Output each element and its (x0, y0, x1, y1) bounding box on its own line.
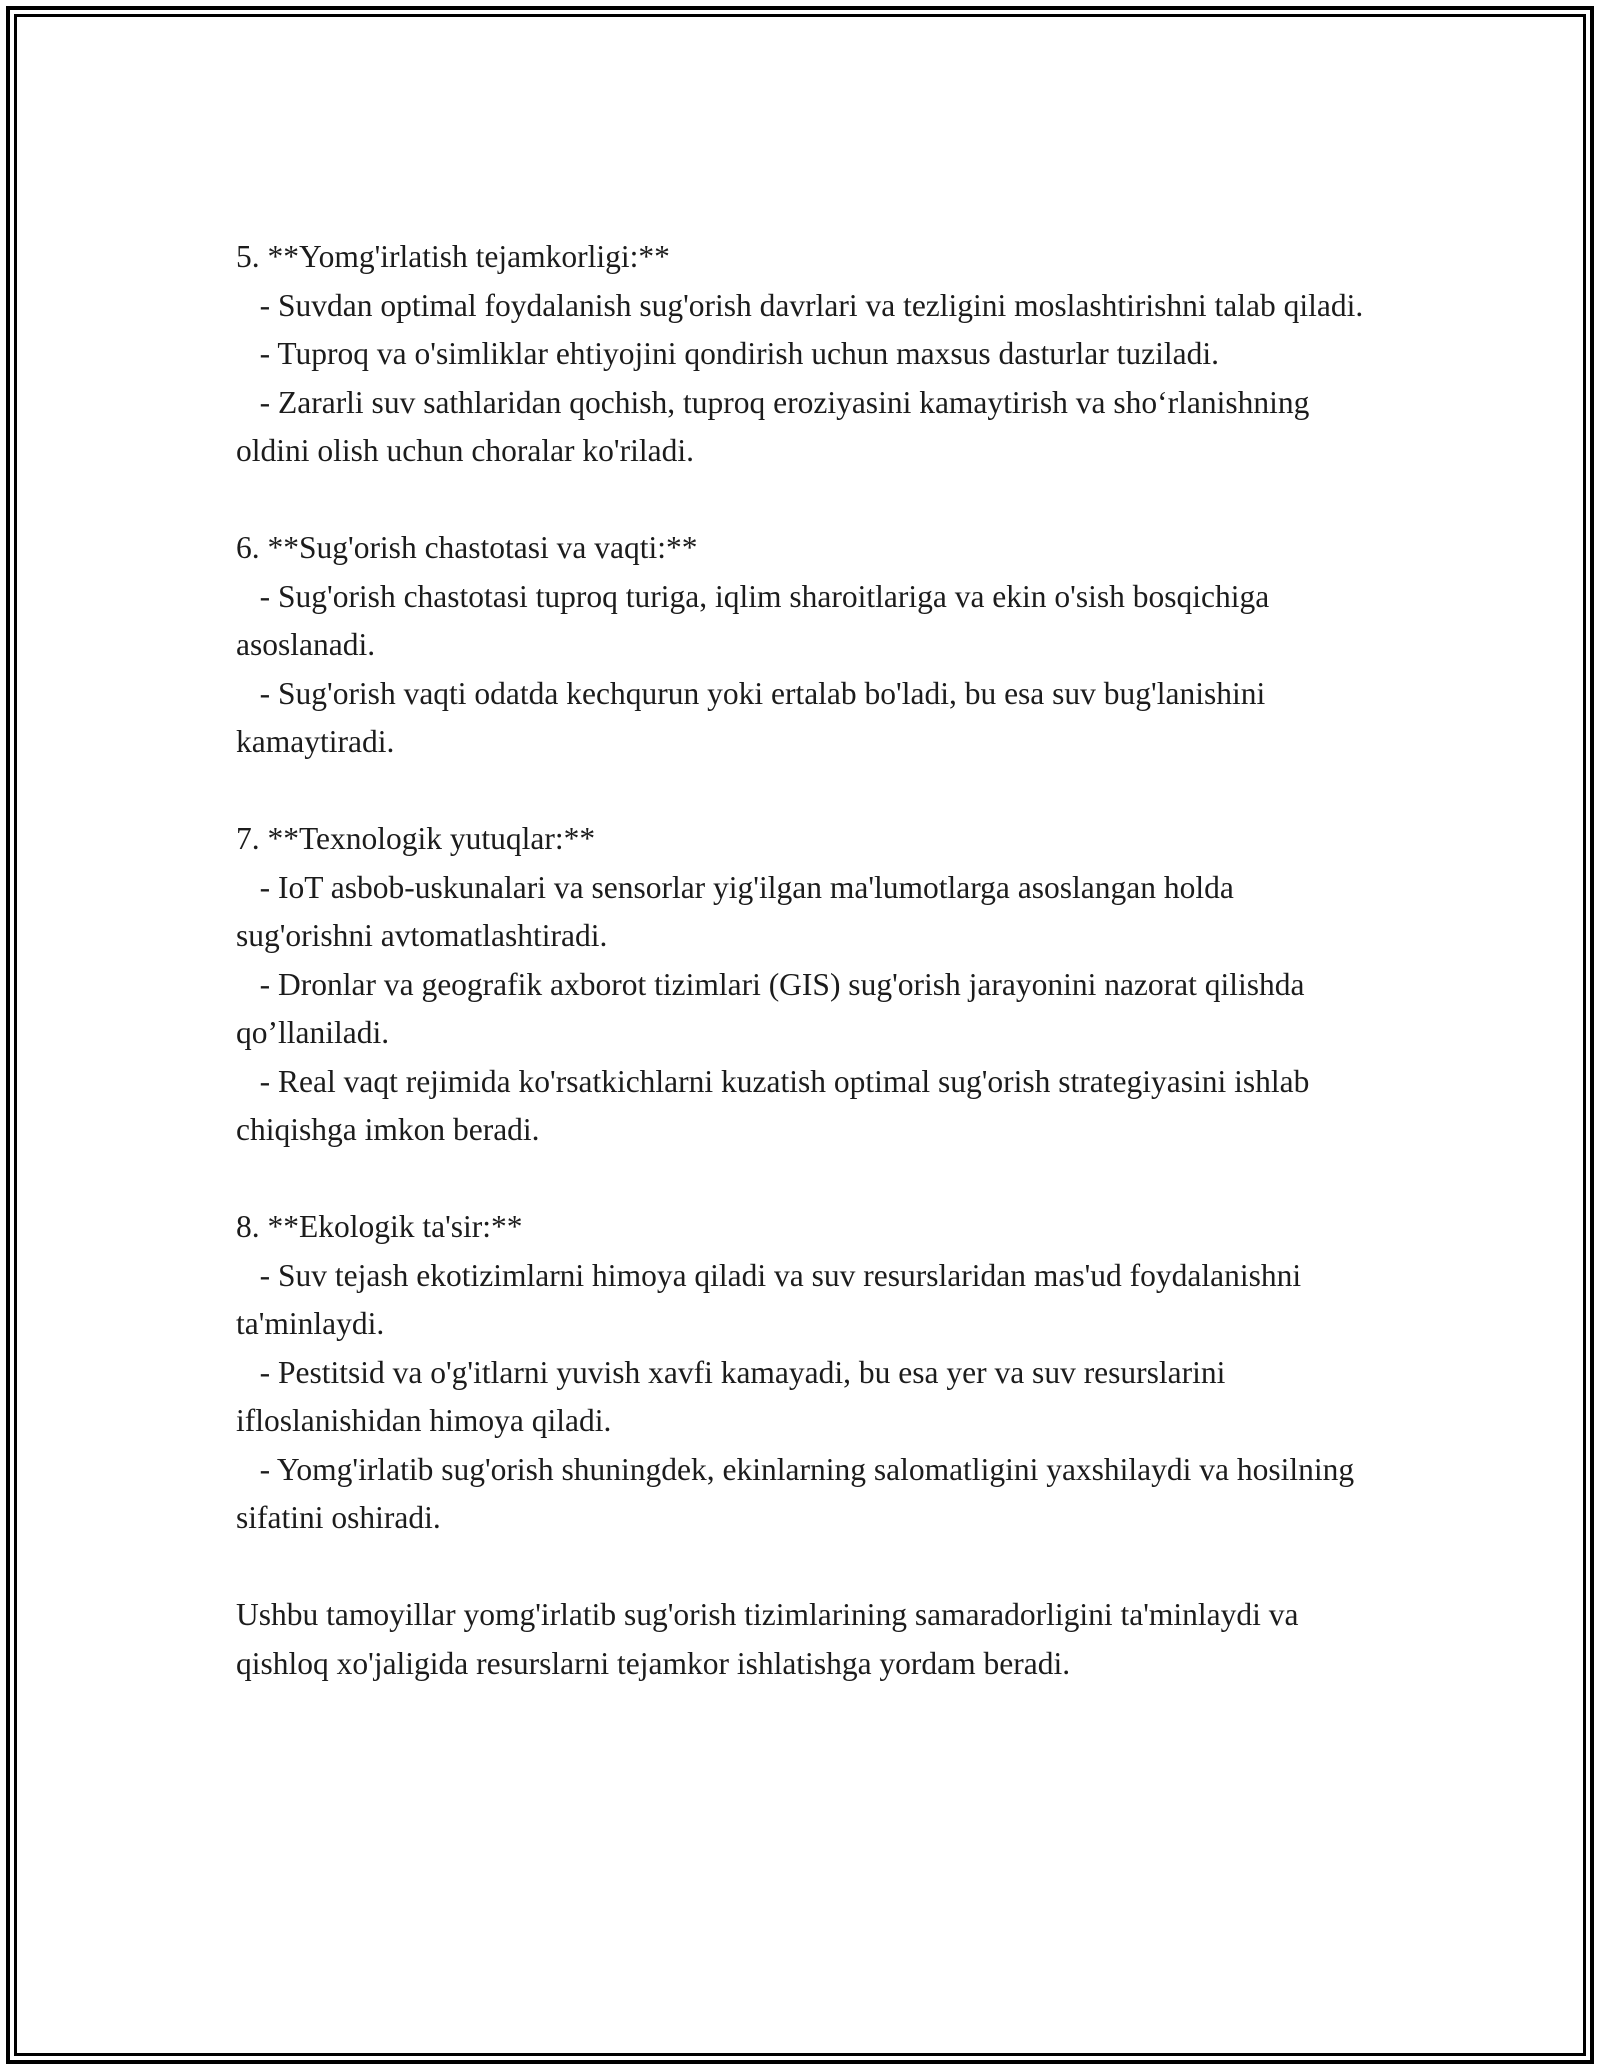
section-5 (236, 233, 1376, 476)
section-7 (236, 815, 1376, 1155)
section-heading: 5. **Yomg'irlatish tejamkorligi:** (236, 239, 670, 274)
bullet-text: Suvdan optimal foydalanish sug'orish davrlari va tezligini moslashtirishni talab qiladi. (278, 287, 1364, 323)
bullet-item (236, 282, 1376, 331)
bullet-marker: - (236, 1257, 278, 1293)
bullet-marker: - (236, 578, 278, 614)
bullet-marker: - (236, 675, 278, 711)
section-6 (236, 524, 1376, 767)
bullet-marker: - (236, 287, 278, 323)
bullet-marker: - (236, 1354, 278, 1390)
bullet-item (236, 1252, 1376, 1349)
bullet-marker: - (236, 1063, 278, 1099)
bullet-item (236, 1058, 1376, 1155)
bullet-marker: - (236, 336, 278, 371)
section-heading: 8. **Ekologik ta'sir:** (236, 1209, 523, 1244)
bullet-text: Suv tejash ekotizimlarni himoya qiladi va suv resurslaridan mas'ud foydalanishni ta'minlaydi. (236, 1257, 1302, 1341)
section-heading: 7. **Texnologik yutuqlar:** (236, 821, 596, 856)
bullet-item (236, 1349, 1376, 1446)
bullet-text: Yomg'irlatib sug'orish shuningdek, ekinlarning salomatligini yaxshilaydi va hosilning sifatini oshiradi. (236, 1451, 1355, 1535)
bullet-text: IoT asbob-uskunalari va sensorlar yig'ilgan ma'lumotlarga asoslangan holda sug'orishni avtomatlashtiradi. (236, 869, 1234, 953)
bullet-item (236, 1446, 1376, 1543)
bullet-text: Sug'orish vaqti odatda kechqurun yoki ertalab bo'ladi, bu esa suv bug'lanishini kamaytiradi. (236, 675, 1266, 759)
section-heading: 6. **Sug'orish chastotasi va vaqti:** (236, 530, 698, 565)
bullet-marker: - (236, 1451, 277, 1487)
bullet-marker: - (236, 384, 278, 420)
bullet-item (236, 961, 1376, 1058)
bullet-item (236, 864, 1376, 961)
bullet-marker: - (236, 869, 278, 905)
bullet-item (236, 330, 1376, 379)
bullet-text: Zararli suv sathlaridan qochish, tuproq eroziyasini kamaytirish va sho‘rlanishning oldini olish uchun choralar ko'riladi. (236, 384, 1310, 468)
bullet-marker: - (236, 966, 278, 1002)
bullet-item (236, 670, 1376, 767)
bullet-text: Pestitsid va o'g'itlarni yuvish xavfi kamayadi, bu esa yer va suv resurslarini ifloslanishidan himoya qiladi. (236, 1354, 1226, 1438)
bullet-text: Real vaqt rejimida ko'rsatkichlarni kuzatish optimal sug'orish strategiyasini ishlab chiqishga imkon beradi. (236, 1063, 1310, 1147)
document-body (236, 233, 1376, 1688)
conclusion-paragraph: Ushbu tamoyillar yomg'irlatib sug'orish tizimlarining samaradorligini ta'minlaydi va qishloq xo'jaligida resurslarni tejamkor ishlatishga yordam beradi. (236, 1597, 1299, 1681)
section-8 (236, 1203, 1376, 1543)
bullet-item (236, 379, 1376, 476)
bullet-text: Dronlar va geografik axborot tizimlari (GIS) sug'orish jarayonini nazorat qilishda qo’llaniladi. (236, 966, 1305, 1050)
bullet-item (236, 573, 1376, 670)
bullet-text: Sug'orish chastotasi tuproq turiga, iqlim sharoitlariga va ekin o'sish bosqichiga asoslanadi. (236, 578, 1270, 662)
bullet-text: Tuproq va o'simliklar ehtiyojini qondirish uchun maxsus dasturlar tuziladi. (277, 336, 1219, 371)
